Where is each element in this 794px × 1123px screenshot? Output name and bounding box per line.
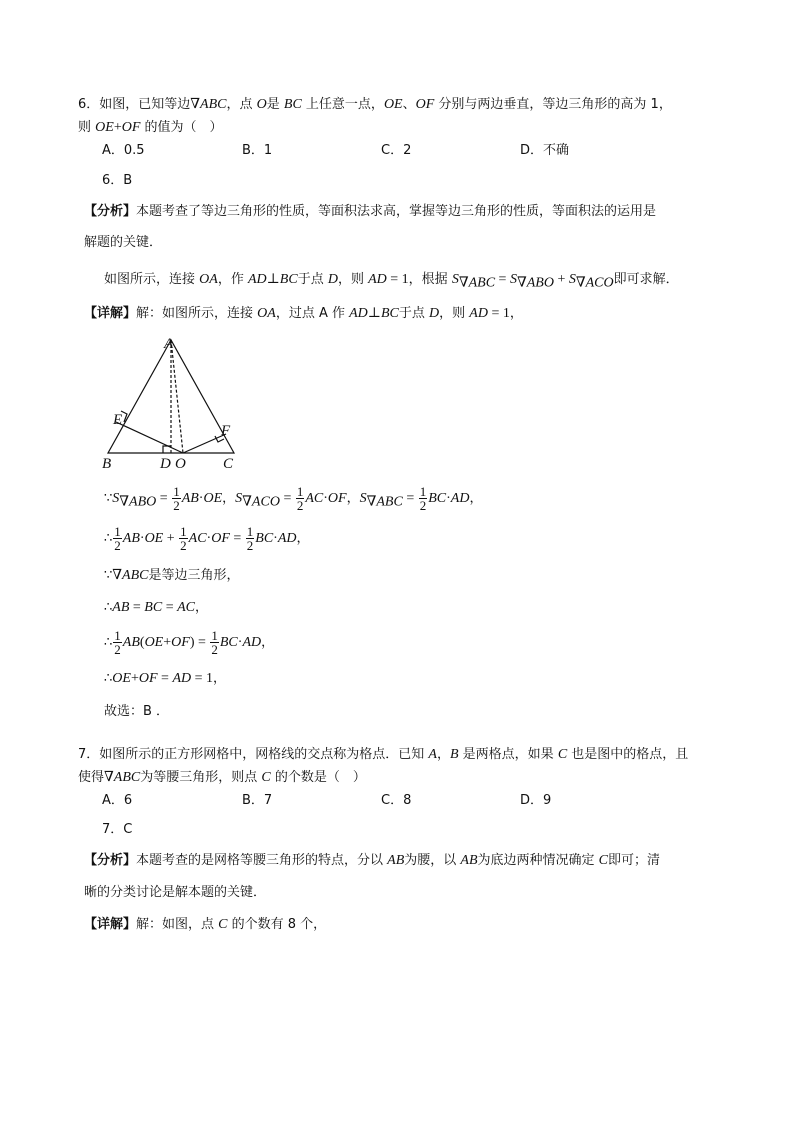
label-f: F (221, 423, 231, 439)
label-c: C (223, 456, 234, 470)
q6-step-7: 故选：B ． (104, 704, 170, 719)
q7-stem-line1: 7．如图所示的正方形网格中，网格线的交点称为格点．已知 A，B 是两格点，如果 C 也是图中的格点，且 (78, 747, 689, 762)
q6-step-2: ∴ $\frac{1}{2}$ AB·OE + $\frac{1}{2}$ AC·OF = $\frac{1}{2}$ BC·AD， (104, 524, 310, 553)
q6-step-4: ∴AB = BC = AC， (104, 600, 208, 615)
q6-analysis-text1: 本题考查了等边三角形的性质，等面积法求高，掌握等边三角形的性质，等面积法的运用是 (136, 204, 657, 219)
q7-analysis-line1: 【分析】本题考查的是网格等腰三角形的特点，分以 AB为腰，以 AB为底边两种情况确定 C即可；清 (84, 853, 661, 868)
q6-detail-line1: 【详解】解：如图所示，连接 OA，过点 A 作 AD⊥BC于点 D，则 AD = 1， (84, 306, 523, 321)
q6-analysis-line2: 解题的关键． (84, 235, 163, 250)
q6-analysis-tag: 【分析】 (84, 204, 137, 219)
q7-option-c: C．8 (381, 793, 412, 808)
q6-option-d: D．不确 (520, 143, 570, 158)
q7-answer: 7．C (102, 822, 133, 837)
segment-of (183, 434, 226, 453)
q7-stem-line2: 使得∇ABC为等腰三角形，则点 C 的个数是（ ） (78, 770, 366, 785)
q7-option-d: D．9 (520, 793, 552, 808)
q7-analysis-tag: 【分析】 (84, 853, 137, 868)
label-e: E (113, 412, 123, 428)
q7-option-b: B．7 (242, 793, 273, 808)
q6-step-5: ∴ $\frac{1}{2}$ AB(OE+OF) = $\frac{1}{2}$ BC·AD， (104, 628, 275, 657)
q6-stem-line2: 则 OE+OF 的值为（ ） (78, 120, 223, 135)
segment-oe (116, 422, 183, 453)
q7-detail-line1: 【详解】解：如图，点 C 的个数有 8 个， (84, 917, 327, 932)
segment-oa (171, 340, 183, 453)
label-a: A (164, 336, 174, 352)
label-d: D (160, 456, 171, 470)
q6-step-1: $\because S_{\nabla ABO}$ = $\frac{1}{2}$ AB·OE，$S_{\nabla ACO}$ = $\frac{1}{2}$ AC·OF，$S_{\nabla ABC}$ = $\frac{1}{2}$ BC·AD， (104, 484, 483, 513)
q6-option-b: B．1 (242, 143, 273, 158)
q6-stem-line1: 6．如图，已知等边∇ABC，点 O是 BC 上任意一点，OE、OF 分别与两边垂直，等边三角形的高为 1， (78, 97, 672, 112)
q7-detail-tag: 【详解】 (84, 917, 137, 932)
q6-step-6: ∴OE+OF = AD = 1， (104, 671, 227, 686)
q6-analysis-line3: 如图所示，连接 OA，作 AD⊥BC于点 D，则 AD = 1，根据 $S_{\nabla ABC} = S_{\nabla ABO} + S_{\nabla ACO}$即可求解． (104, 272, 679, 291)
q6-triangle-figure (100, 330, 250, 470)
q6-detail-tag: 【详解】 (84, 306, 137, 321)
label-b: B (102, 456, 112, 470)
q6-step-3: ∵∇ABC是等边三角形， (104, 568, 240, 583)
label-o: O (175, 456, 186, 470)
q6-option-a: A．0.5 (102, 143, 145, 158)
q6-answer: 6．B (102, 173, 133, 188)
q7-analysis-line2: 晰的分类讨论是解本题的关键． (84, 885, 267, 900)
q6-analysis-line1 (84, 203, 656, 221)
q7-option-a: A．6 (102, 793, 133, 808)
q6-option-c: C．2 (381, 143, 412, 158)
